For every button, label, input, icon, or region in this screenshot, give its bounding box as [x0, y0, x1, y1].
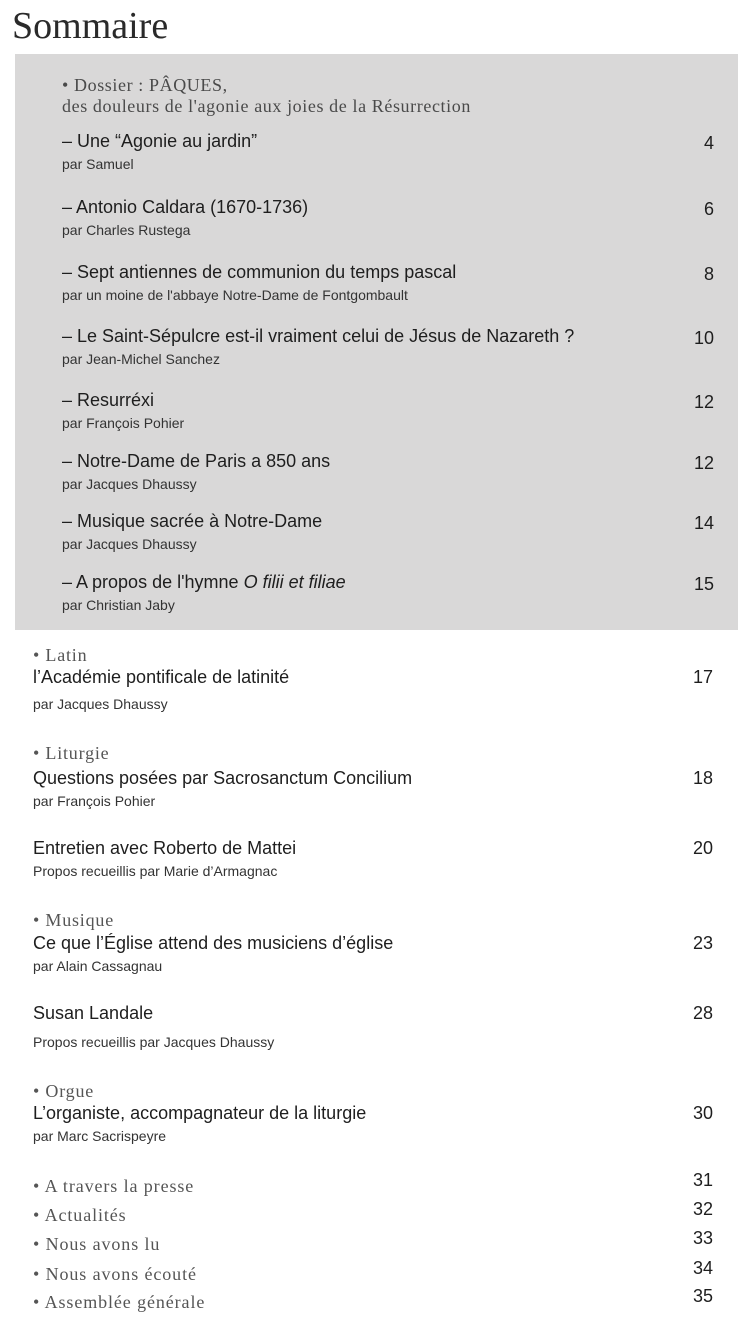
dossier-entry[interactable]: [62, 326, 714, 367]
entry-author: par Jean-Michel Sanchez: [62, 351, 220, 367]
dossier-heading-line2: des douleurs de l'agonie aux joies de la Résurrection: [62, 96, 471, 116]
misc-label: • Assemblée générale: [33, 1292, 206, 1312]
article-title: Questions posées par Sacrosanctum Concilium: [33, 768, 413, 788]
article-title: Entretien avec Roberto de Mattei: [33, 838, 297, 858]
misc-page: 34: [692, 1258, 713, 1278]
entry-title: – Antonio Caldara (1670-1736): [62, 197, 309, 217]
entry-page: 4: [703, 133, 714, 153]
article-author: Propos recueillis par Jacques Dhaussy: [33, 1034, 275, 1050]
article-author: par Marc Sacrispeyre: [33, 1128, 167, 1144]
entry-page: 12: [693, 453, 714, 473]
entry-page: 6: [703, 199, 714, 219]
misc-row[interactable]: [33, 1228, 713, 1255]
entry-author: par Christian Jaby: [62, 597, 175, 613]
dossier-entry[interactable]: [62, 197, 714, 238]
article-page: 18: [692, 768, 713, 788]
dossier-entry[interactable]: [62, 262, 714, 303]
dossier-heading-line1: • Dossier : PÂQUES,: [62, 75, 228, 95]
misc-label: • A travers la presse: [33, 1176, 195, 1196]
entry-title-italic: O filii et filiae: [243, 572, 346, 592]
entry-author: par un moine de l'abbaye Notre-Dame de Fontgombault: [62, 287, 408, 303]
misc-row[interactable]: [33, 1199, 713, 1226]
section-musique: • Musique: [33, 910, 115, 930]
misc-row[interactable]: [33, 1258, 713, 1285]
article-title: L’organiste, accompagnateur de la liturgie: [33, 1103, 367, 1123]
section-liturgie: • Liturgie: [33, 743, 110, 763]
misc-page: 33: [692, 1228, 713, 1248]
page-title: Sommaire: [12, 5, 169, 47]
article-row[interactable]: [33, 1103, 713, 1144]
article-page: 23: [692, 933, 713, 953]
article-title: Susan Landale: [33, 1003, 154, 1023]
misc-page: 35: [692, 1286, 713, 1306]
article-row[interactable]: [33, 667, 713, 712]
dossier-heading: [62, 75, 471, 117]
section-orgue: • Orgue: [33, 1081, 95, 1101]
article-title: l’Académie pontificale de latinité: [33, 667, 290, 687]
article-row[interactable]: [33, 933, 713, 974]
dossier-entry[interactable]: [62, 390, 714, 431]
entry-page: 15: [693, 574, 714, 594]
misc-label: • Nous avons lu: [33, 1234, 161, 1254]
dossier-entry[interactable]: [62, 451, 714, 492]
entry-title: – Notre-Dame de Paris a 850 ans: [62, 451, 331, 471]
entry-page: 14: [693, 513, 714, 533]
article-title: Ce que l’Église attend des musiciens d’église: [33, 933, 394, 953]
dossier-entry[interactable]: [62, 572, 714, 613]
article-author: par François Pohier: [33, 793, 156, 809]
entry-page: 12: [693, 392, 714, 412]
entry-title: – Une “Agonie au jardin”: [62, 131, 258, 151]
article-author: par Jacques Dhaussy: [33, 696, 168, 712]
entry-author: par Samuel: [62, 156, 134, 172]
entry-title: – Musique sacrée à Notre-Dame: [62, 511, 323, 531]
misc-row[interactable]: [33, 1170, 713, 1197]
article-row[interactable]: [33, 838, 713, 879]
entry-title: – Sept antiennes de communion du temps pascal: [62, 262, 457, 282]
entry-page: 10: [693, 328, 714, 348]
misc-page: 32: [692, 1199, 713, 1219]
misc-label: • Nous avons écouté: [33, 1264, 197, 1284]
misc-label: • Actualités: [33, 1205, 127, 1225]
entry-title: [62, 572, 714, 593]
dossier-entry[interactable]: [62, 131, 714, 172]
entry-title: – Le Saint-Sépulcre est-il vraiment celui de Jésus de Nazareth ?: [62, 326, 575, 346]
article-page: 28: [692, 1003, 713, 1023]
entry-title: – Resurréxi: [62, 390, 155, 410]
entry-title-prefix: – A propos de l'hymne: [62, 572, 244, 592]
misc-page: 31: [692, 1170, 713, 1190]
entry-author: par Jacques Dhaussy: [62, 476, 197, 492]
dossier-entry[interactable]: [62, 511, 714, 552]
article-page: 17: [692, 667, 713, 687]
article-row[interactable]: [33, 768, 713, 809]
article-author: par Alain Cassagnau: [33, 958, 163, 974]
article-row[interactable]: [33, 1003, 713, 1050]
article-page: 20: [692, 838, 713, 858]
section-latin: • Latin: [33, 645, 88, 665]
misc-row[interactable]: [33, 1286, 713, 1313]
entry-author: par Jacques Dhaussy: [62, 536, 197, 552]
entry-author: par Charles Rustega: [62, 222, 191, 238]
entry-page: 8: [703, 264, 714, 284]
article-author: Propos recueillis par Marie d’Armagnac: [33, 863, 278, 879]
entry-author: par François Pohier: [62, 415, 185, 431]
article-page: 30: [692, 1103, 713, 1123]
